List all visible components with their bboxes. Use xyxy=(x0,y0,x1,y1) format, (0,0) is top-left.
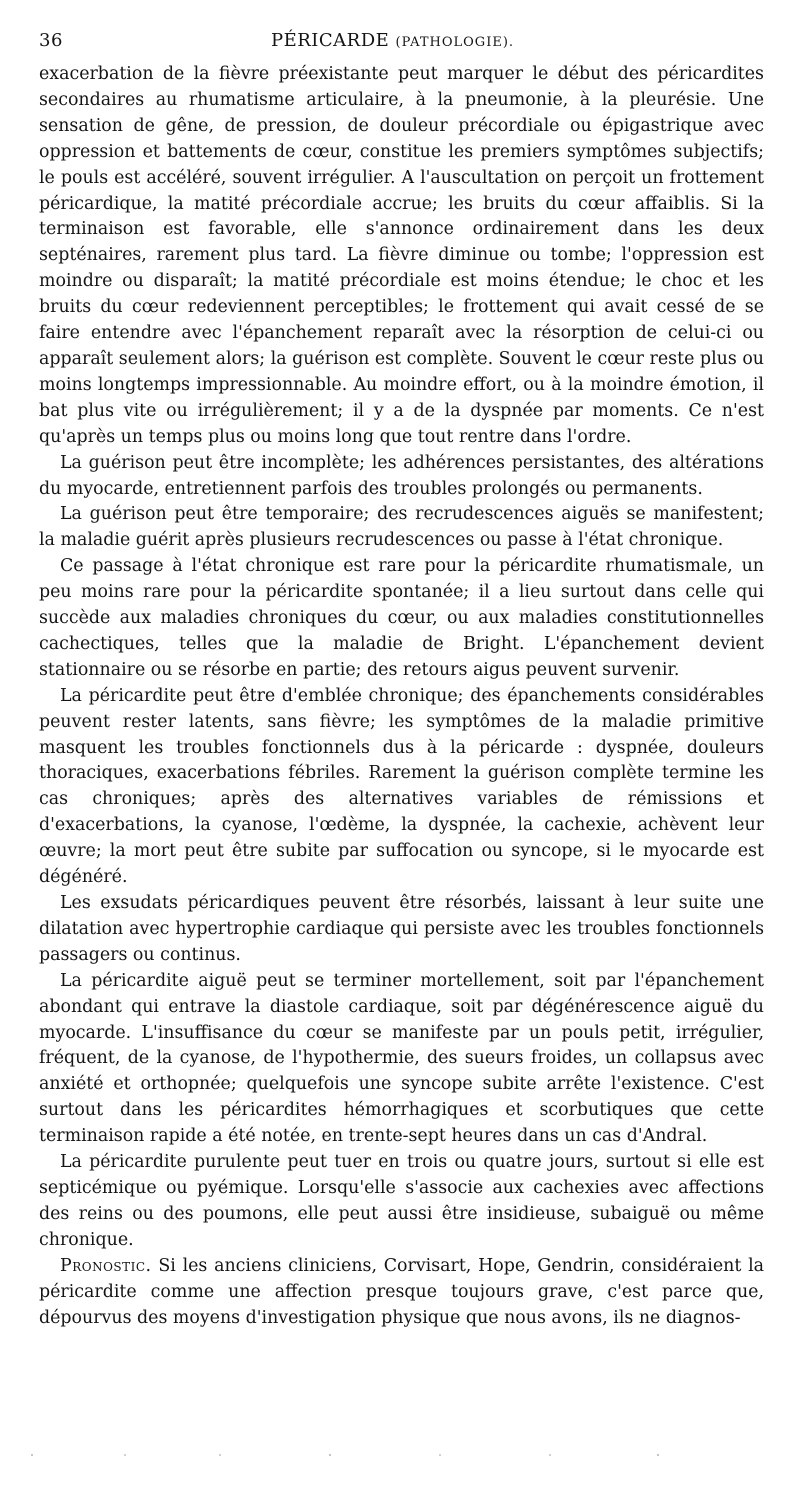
book-page xyxy=(39,24,764,1331)
paragraph-7: La péricardite aiguë peut se terminer mortellement, soit par l'épanchement abondant qui entrave la diastole cardiaque, soit par dégénérescence aiguë du myocarde. L'insuffisance du cœur se manifeste par un pouls petit, irrégulier, fréquent, de la cyanose, de l'hypothermie, des sueurs froides, un collapsus avec anxiété et orthopnée; quelquefois une syncope subite arrête l'existence. C'est surtout dans les péricardites hémorrhagiques et scorbutiques que cette terminaison rapide a été notée, en trente-sept heures dans un cas d'Andral. xyxy=(39,970,764,1147)
paragraph-5: La péricardite peut être d'emblée chronique; des épanchements considérables peuvent rester latents, sans fièvre; les symptômes de la maladie primitive masquent les troubles fonctionnels dus à la péricarde : dyspnée, douleurs thoraciques, exacerbations fébriles. Rarement la guérison complète termine les cas chroniques; après des alternatives variables de rémissions et d'exacerbations, la cyanose, l'œdème, la dyspnée, la cachexie, achèvent leur œuvre; la mort peut être subite par suffocation ou syncope, si le myocarde est dégénéré. xyxy=(39,685,764,888)
running-title-subtitle: (PATHOLOGIE). xyxy=(395,35,515,50)
body-text xyxy=(39,62,764,1331)
paragraph-8: La péricardite purulente peut tuer en trois ou quatre jours, surtout si elle est septicémique ou pyémique. Lorsqu'elle s'associe aux cachexies avec affections des reins ou des poumons, elle peut aussi être insidieuse, subaiguë ou même chronique. xyxy=(39,1152,764,1250)
paragraph-3: La guérison peut être temporaire; des recrudescences aiguës se manifestent; la maladie guérit après plusieurs recrudescences ou passe à l'état chronique. xyxy=(39,504,764,551)
paragraph-9 xyxy=(39,1254,764,1332)
page-bottom-specks xyxy=(30,1452,730,1458)
running-head xyxy=(39,24,764,62)
section-heading-pronostic: Pronostic. xyxy=(60,1255,152,1276)
paragraph-6: Les exsudats péricardiques peuvent être résorbés, laissant à leur suite une dilatation avec hypertrophie cardiaque qui persiste avec les troubles fonctionnels passagers ou continus. xyxy=(39,893,764,965)
running-title xyxy=(271,30,514,51)
page-number: 36 xyxy=(39,30,63,51)
paragraph-1: exacerbation de la fièvre préexistante peut marquer le début des péricardites secondaires au rhumatisme articulaire, à la pneumonie, à la pleurésie. Une sensation de gêne, de pression, de douleur précordiale ou épigastrique avec oppression et battements de cœur, constitue les premiers symptômes subjectifs; le pouls est accéléré, souvent irrégulier. A l'auscultation on perçoit un frottement péricardique, la matité précordiale accrue; les bruits du cœur affaiblis. Si la terminaison est favorable, elle s'annonce ordinairement dans les deux septénaires, rarement plus tard. La fièvre diminue ou tombe; l'oppression est moindre ou disparaît; la matité précordiale est moins étendue; le choc et les bruits du cœur redeviennent perceptibles; le frottement qui avait cessé de se faire entendre avec l'épanchement reparaît avec la résorption de celui-ci ou apparaît seulement alors; la guérison est complète. Souvent le cœur reste plus ou moins longtemps impressionnable. Au moindre effort, ou à la moindre émotion, il bat plus vite ou irrégulièrement; il y a de la dyspnée par moments. Ce n'est qu'après un temps plus ou moins long que tout rentre dans l'ordre. xyxy=(39,64,764,447)
paragraph-9-text: Si les anciens cliniciens, Corvisart, Hope, Gendrin, considéraient la péricardite comme une affection presque toujours grave, c'est parce que, dépourvus des moyens d'investigation physique que nous avons, ils ne diagnos- xyxy=(39,1255,764,1328)
running-title-main: PÉRICARDE xyxy=(271,30,390,51)
paragraph-4: Ce passage à l'état chronique est rare pour la péricardite rhumatismale, un peu moins rare pour la péricardite spontanée; il a lieu surtout dans celle qui succède aux maladies chroniques du cœur, ou aux maladies constitutionnelles cachectiques, telles que la maladie de Bright. L'épanchement devient stationnaire ou se résorbe en partie; des retours aigus peuvent survenir. xyxy=(39,556,764,680)
paragraph-2: La guérison peut être incomplète; les adhérences persistantes, des altérations du myocarde, entretiennent parfois des troubles prolongés ou permanents. xyxy=(39,452,764,499)
